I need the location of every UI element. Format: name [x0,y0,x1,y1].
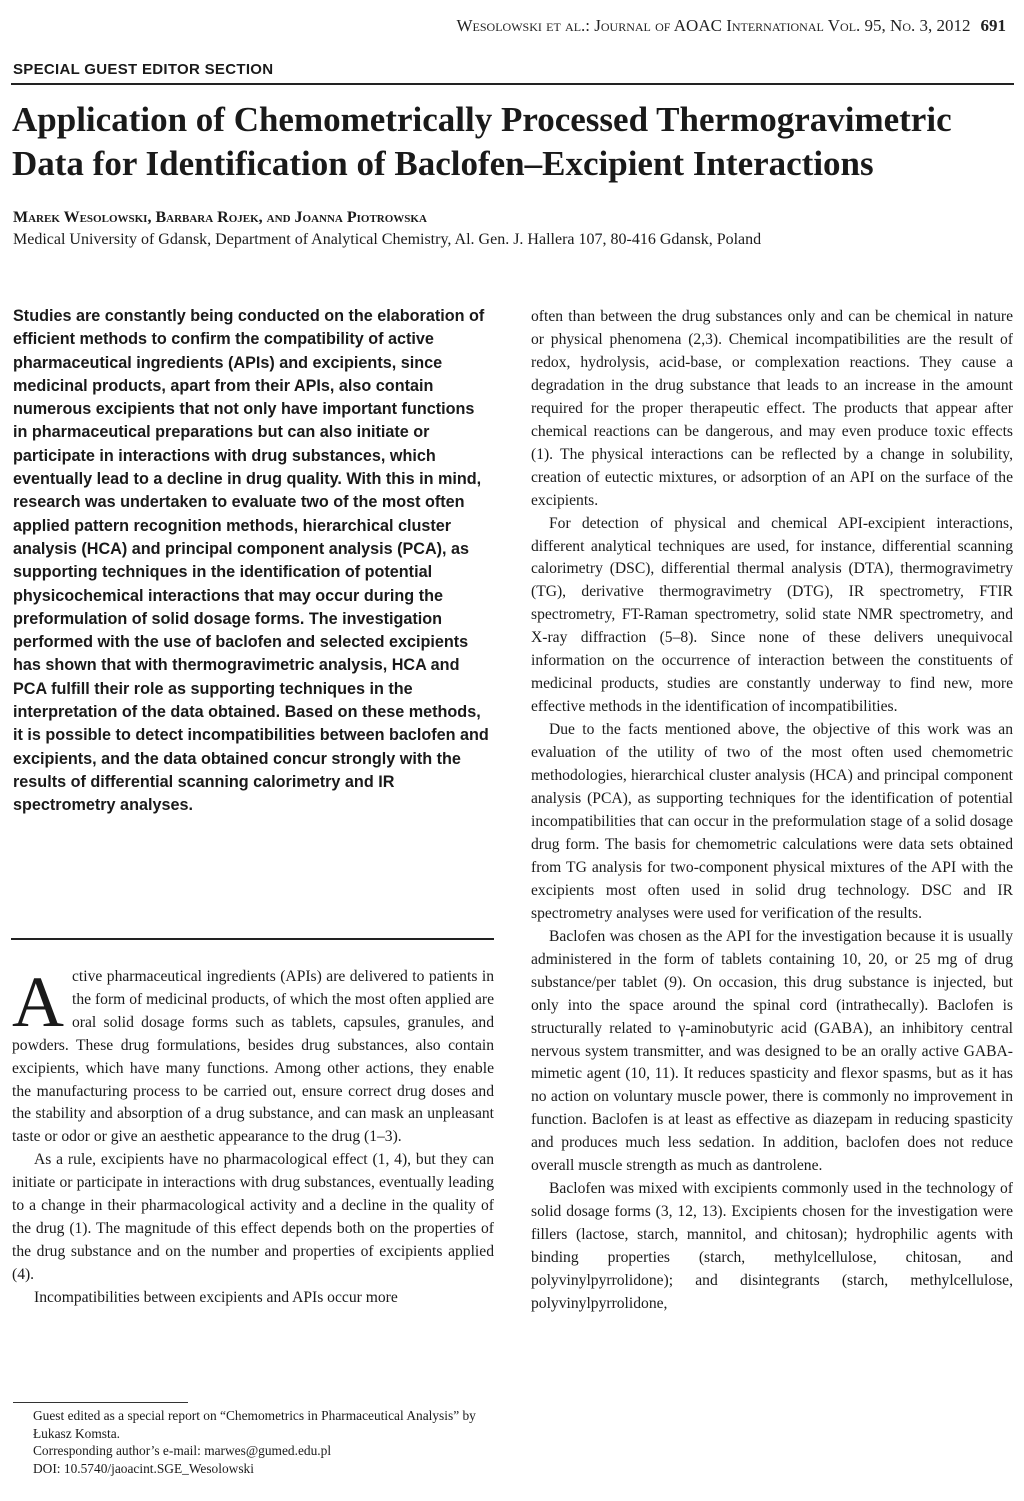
author-list: Marek Wesolowski, Barbara Rojek, and Joanna Piotrowska [13,209,427,226]
body-paragraph: Baclofen was chosen as the API for the investigation because it is usually administered in the form of tablets containing 10, 20, or 25 mg of drug substance/per tablet (9). On occasion, this drug substance is injected, but only into the space around the spinal cord (intrathecally). Baclofen is structurally related to γ-aminobutyric acid (GABA), an inhibitory central nervous system transmitter, and was designed to be an orally active GABA-mimetic agent (10, 11). It reduces spasticity and flexor spasms, but as it has no action on voluntary muscle power, there is commonly no improvement in function. Baclofen is at least as effective as diazepam in reducing spasticity and produces much less sedation. In addition, baclofen does not reduce overall muscle strength as much as dantrolene. [531,927,1013,1175]
footnote-doi: DOI: 10.5740/jaoacint.SGE_Wesolowski [33,1460,254,1476]
body-column-left [12,962,494,1310]
running-head-text: Wesolowski et al.: Journal of AOAC International Vol. 95, No. 3, 2012 [456,16,971,35]
section-label: SPECIAL GUEST EDITOR SECTION [13,61,274,78]
body-paragraph: Baclofen was mixed with excipients commonly used in the technology of solid dosage forms (3, 12, 13). Excipients chosen for the investigation were fillers (lactose, starch, mannitol, and chitosan); hydrophilic agents with binding properties (starch, methylcellulose, chitosan, and polyvinylpyrrolidone); and disintegrants (starch, methylcellulose, polyvinylpyrrolidone, [531,1180,1013,1312]
author-affiliation: Medical University of Gdansk, Department of Analytical Chemistry, Al. Gen. J. Hallera 107, 80-416 Gdansk, Poland [13,231,762,248]
footnote-email: Corresponding author’s e-mail: marwes@gumed.edu.pl [33,1443,332,1458]
body-paragraph: As a rule, excipients have no pharmacological effect (1, 4), but they can initiate or participate in interactions with drug substances, eventually leading to a change in their pharmacological activity and a decline in the quality of the drug (1). The magnitude of this effect depends both on the properties of the drug substance and on the number and properties of excipients applied (4). [12,1151,494,1283]
abstract: Studies are constantly being conducted on the elaboration of efficient methods to confirm the compatibility of active pharmaceutical ingredients (APIs) and excipients, since medicinal products, apart from their APIs, also contain numerous excipients that not only have important functions in pharmaceutical preparations but can also initiate or participate in interactions with drug substances, which eventually lead to a decline in drug quality. With this in mind, research was undertaken to evaluate two of the most often applied pattern recognition methods, hierarchical cluster analysis (HCA) and principal component analysis (PCA), as supporting techniques in the identification of potential physicochemical interactions that may occur during the preformulation of solid dosage forms. The investigation performed with the use of baclofen and selected excipients has shown that with thermogravimetric analysis, HCA and PCA fulfill their role as supporting techniques in the interpretation of the data obtained. Based on these methods, it is possible to detect incompatibilities between baclofen and excipients, and the data obtained concur strongly with the results of differential scanning calorimetry and IR spectrometry analyses. [13,307,489,815]
page-number: 691 [980,16,1006,35]
footnote-divider [13,1402,188,1403]
paragraph-text: ctive pharmaceutical ingredients (APIs) are delivered to patients in the form of medicinal products, of which the most often applied are oral solid dosage forms such as tablets, capsules, granules, and powders. These drug formulations, besides drug substances, also contain excipients, which have many functions. Among other actions, they enable the manufacturing process to be carried out, ensure correct drug doses and the stability and absorption of a drug substance, and can mask an unpleasant taste or odor or give an aesthetic appearance to the drug (1–3). [12,968,494,1146]
body-paragraph: For detection of physical and chemical API-excipient interactions, different analytical techniques are used, for instance, differential scanning calorimetry (DSC), differential thermal analysis (DTA), thermogravimetry (TG), derivative thermogravimetry (DTG), IR spectrometry, FTIR spectrometry, FT-Raman spectrometry, solid state NMR spectrometry, and X-ray diffraction (5–8). Since none of these delivers unequivocal information on the occurrence of interaction between the constituents of medicinal products, studies are constantly underway to find new, more effective methods in the identification of incompatibilities. [531,514,1013,716]
abstract-divider [11,938,494,940]
footnotes [13,1407,495,1477]
body-paragraph: Incompatibilities between excipients and APIs occur more [34,1288,398,1306]
article-title: Application of Chemometrically Processed Thermogravimetric Data for Identification of Baclofen–Excipient Interactions [12,100,952,183]
drop-cap: A [12,962,64,1042]
body-paragraph [12,962,494,1149]
body-paragraph: Due to the facts mentioned above, the objective of this work was an evaluation of the utility of two of the most often used chemometric methodologies, hierarchical cluster analysis (HCA) and principal component analysis (PCA), as supporting techniques for the identification of potential incompatibilities that can occur in the preformulation stage of a solid dosage drug form. The basis for chemometric calculations were data sets obtained from TG analysis for two-component physical mixtures of the API with the excipients most often used in solid drug technology. DSC and IR spectrometry analyses were used for verification of the results. [531,721,1013,922]
footnote-guest-edited: Guest edited as a special report on “Chemometrics in Pharmaceutical Analysis” by Łukasz Komsta. [33,1408,476,1441]
running-head [457,16,1007,36]
body-column-right [531,306,1013,1316]
section-divider [11,83,1014,85]
body-paragraph: often than between the drug substances only and can be chemical in nature or physical phenomena (2,3). Chemical incompatibilities are the result of redox, hydrolysis, acid-base, or complexation reactions. They cause a degradation in the drug substance that leads to an increase in the amount required for the proper therapeutic effect. The products that appear after chemical reactions can be dangerous, and may even produce toxic effects (1). The physical interactions can be reflected by a change in solubility, creation of eutectic mixtures, or adsorption of an API on the surface of the excipients. [531,308,1013,509]
